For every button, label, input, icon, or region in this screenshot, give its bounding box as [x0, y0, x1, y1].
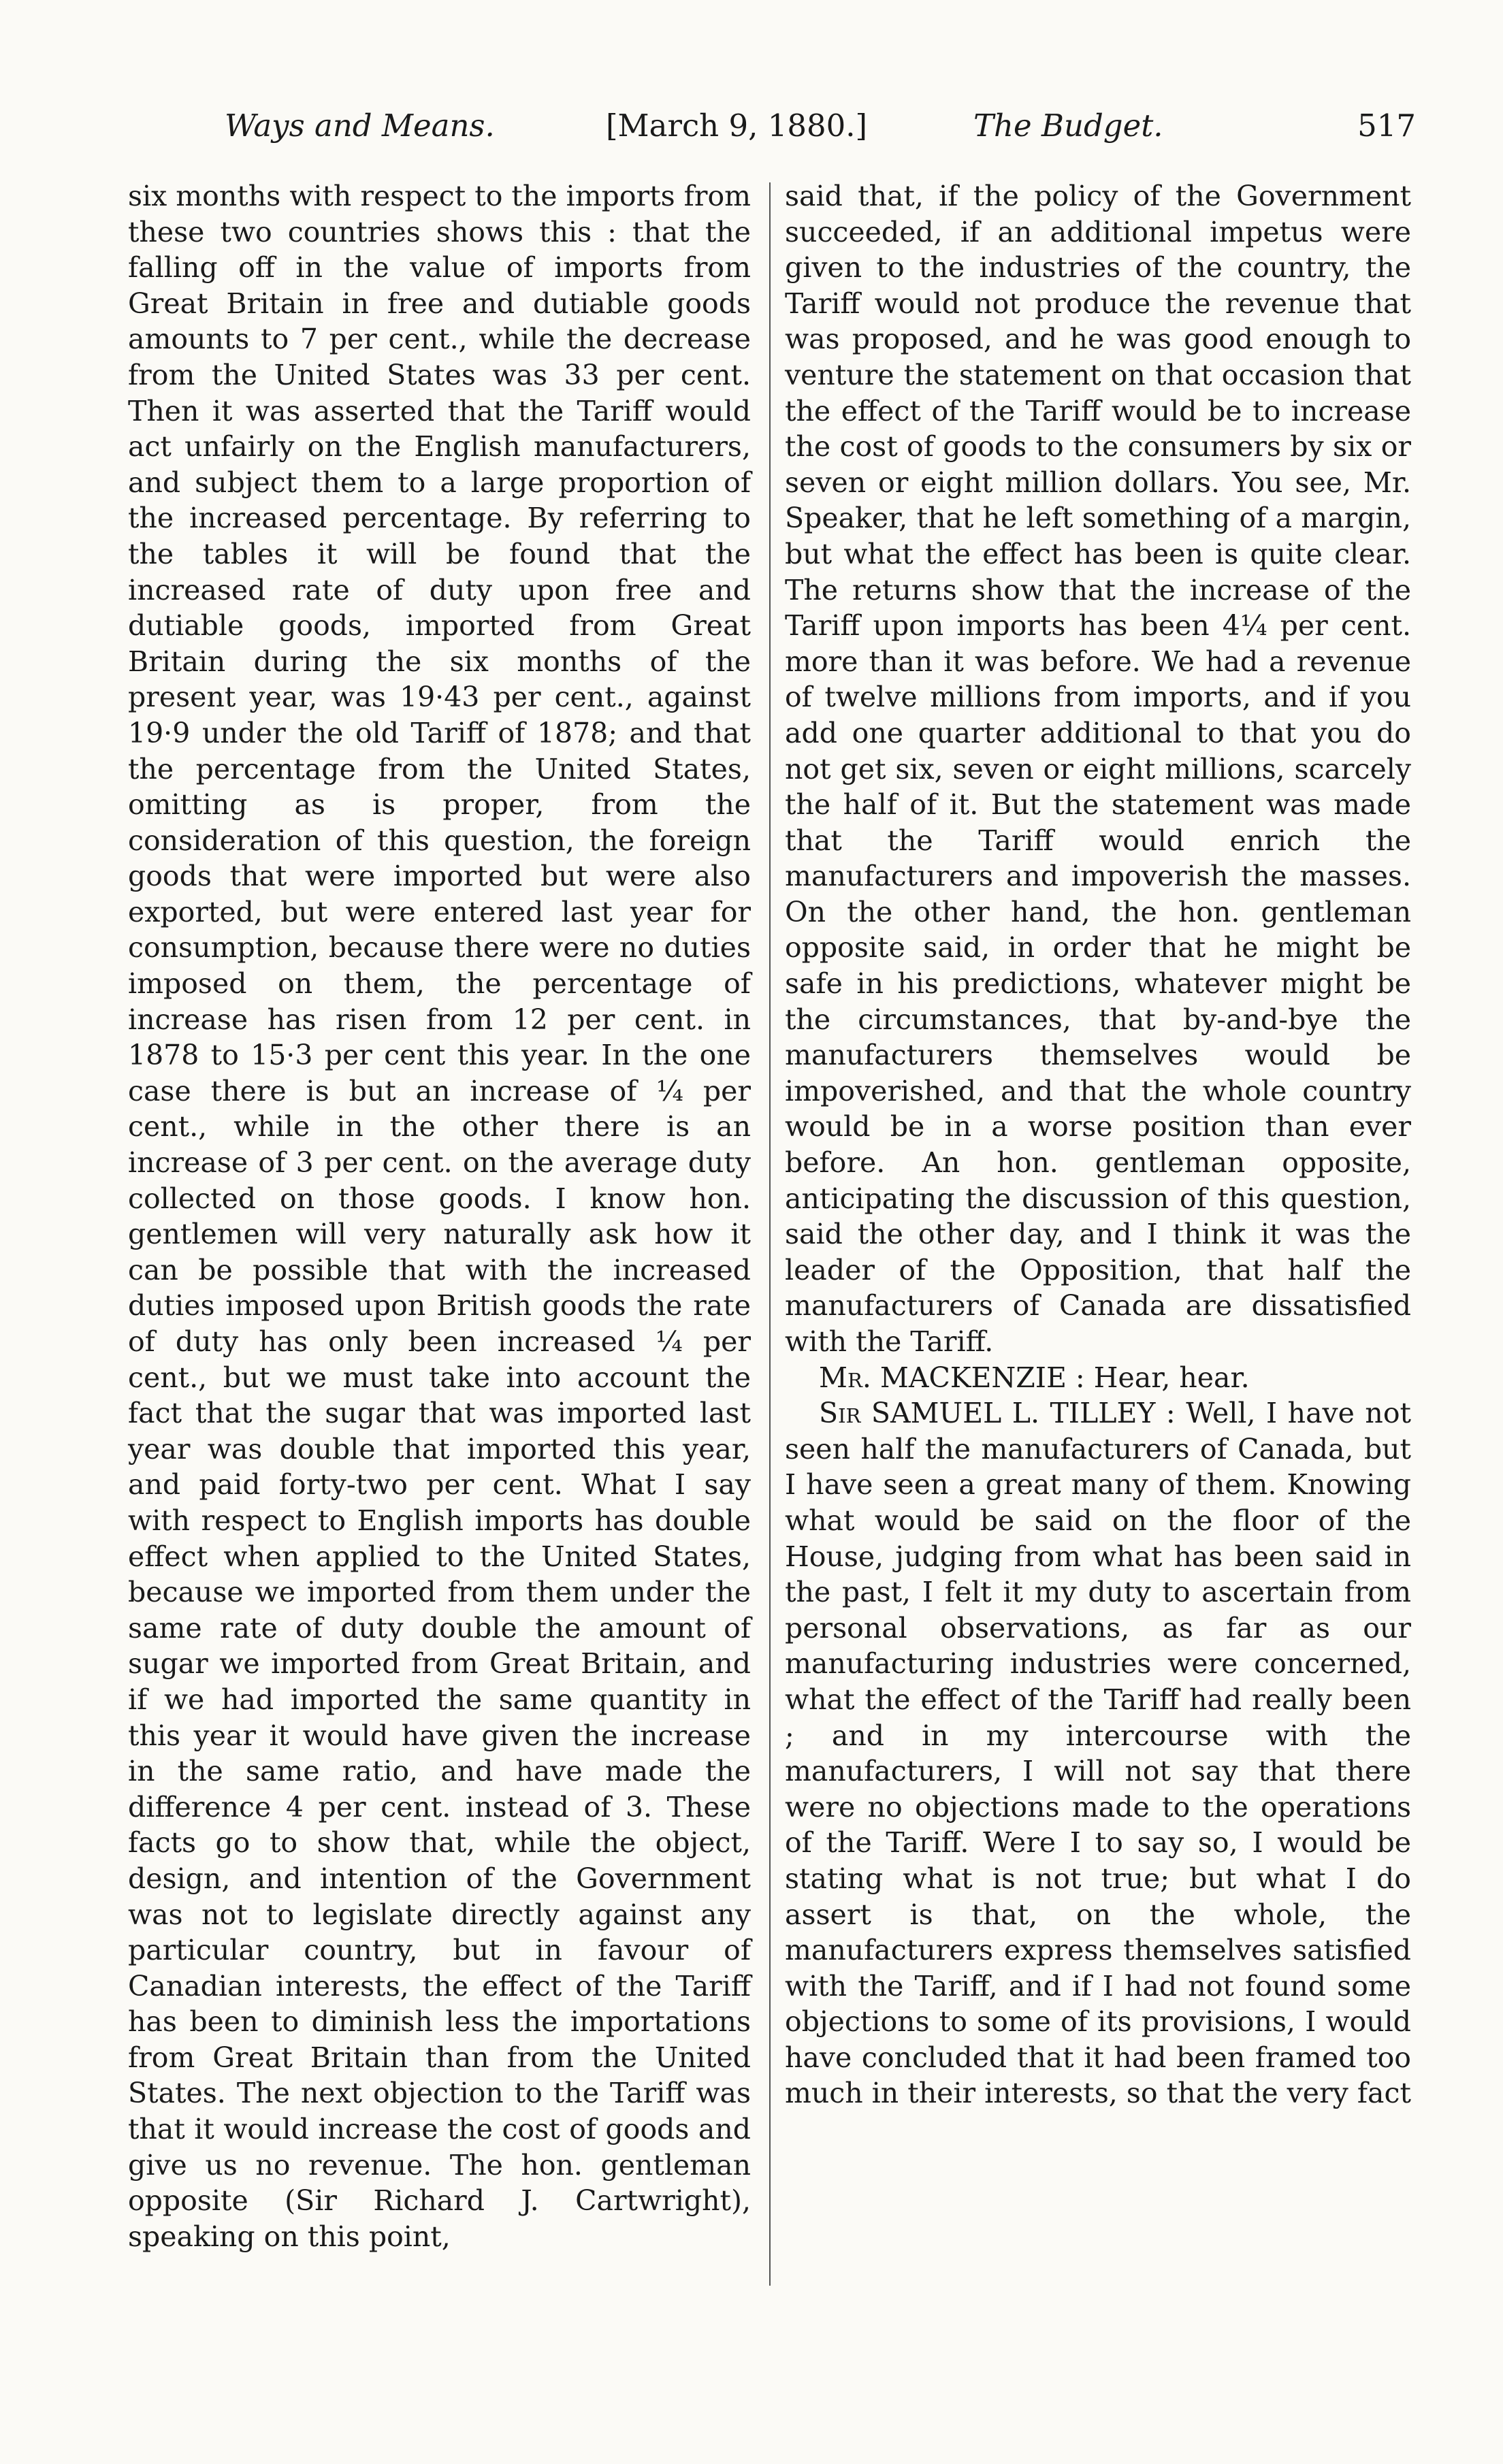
speaker-name: Mr. MACKENZIE	[819, 1361, 1067, 1394]
running-head-left: Ways and Means.	[225, 108, 495, 144]
column-divider	[769, 182, 771, 2286]
right-column	[785, 178, 1411, 2111]
speech-text: : Hear, hear.	[1066, 1361, 1250, 1394]
running-head-date: [March 9, 1880.]	[606, 108, 868, 144]
speaker-name: Sir SAMUEL L. TILLEY	[819, 1397, 1156, 1430]
speech-mackenzie	[785, 1360, 1411, 1396]
speech-text: : Well, I have not seen half the manufacturers of Canada, but I have seen a great many of them. Knowing what would be said on the floor of the House, judging from what has been said in the past, I felt it my duty to ascertain from personal observations, as far as our manufacturing industries were concerned, what the effect of the Tariff had really been ; and in my intercourse with the manufacturers, I will not say that there were no objections made to the operations of the Tariff. Were I to say so, I would be stating what is not true; but what I do assert is that, on the whole, the manufacturers express themselves satisfied with the Tariff, and if I had not found some objections to some of its provisions, I would have concluded that it had been framed too much in their interests, so that the very fact	[785, 1397, 1411, 2110]
running-head	[225, 102, 1416, 150]
left-column	[128, 178, 751, 2254]
running-head-right: The Budget.	[973, 108, 1163, 144]
page-number: 517	[1357, 108, 1416, 144]
right-paragraph-1: said that, if the policy of the Government succeeded, if an additional impetus were given to the industries of the country, the Tariff would not produce the revenue that was proposed, and he was good enough to venture the statement on that occasion that the effect of the Tariff would be to increase the cost of goods to the consumers by six or seven or eight million dollars. You see, Mr. Speaker, that he left something of a margin, but what the effect has been is quite clear. The returns show that the increase of the Tariff upon imports has been 4¼ per cent. more than it was before. We had a revenue of twelve millions from imports, and if you add one quarter additional to that you do not get six, seven or eight millions, scarcely the half of it. But the statement was made that the Tariff would enrich the manufacturers and impoverish the masses. On the other hand, the hon. gentleman opposite said, in order that he might be safe in his predictions, whatever might be the circumstances, that by-and-bye the manufacturers themselves would be impoverished, and that the whole country would be in a worse position than ever before. An hon. gentleman opposite, anticipating the discussion of this question, said the other day, and I think it was the leader of the Opposition, that half the manufacturers of Canada are dissatisfied with the Tariff.	[785, 180, 1411, 1358]
speech-tilley	[785, 1395, 1411, 2111]
left-paragraph-1: six months with respect to the imports from these two countries shows this : that the falling off in the value of imports from Great Britain in free and dutiable goods amounts to 7 per cent., while the decrease from the United States was 33 per cent. Then it was asserted that the Tariff would act unfairly on the English manufacturers, and subject them to a large proportion of the increased percentage. By referring to the tables it will be found that the increased rate of duty upon free and dutiable goods, imported from Great Britain during the six months of the present year, was 19·43 per cent., against 19·9 under the old Tariff of 1878; and that the percentage from the United States, omitting as is proper, from the consideration of this question, the foreign goods that were imported but were also exported, but were entered last year for consumption, because there were no duties imposed on them, the percentage of increase has risen from 12 per cent. in 1878 to 15·3 per cent this year. In the one case there is but an increase of ¼ per cent., while in the other there is an increase of 3 per cent. on the average duty collected on those goods. I know hon. gentlemen will very naturally ask how it can be possible that with the increased duties imposed upon British goods the rate of duty has only been increased ¼ per cent., but we must take into account the fact that the sugar that was imported last year was double that imported this year, and paid forty-two per cent. What I say with respect to English imports has double effect when applied to the United States, because we imported from them under the same rate of duty double the amount of sugar we imported from Great Britain, and if we had imported the same quantity in this year it would have given the increase in the same ratio, and have made the difference 4 per cent. instead of 3. These facts go to show that, while the object, design, and intention of the Government was not to legislate directly against any particular country, but in favour of Canadian interests, the effect of the Tariff has been to diminish less the importations from Great Britain than from the United States. The next objection to the Tariff was that it would increase the cost of goods and give us no revenue. The hon. gentleman opposite (Sir Richard J. Cartwright), speaking on this point,	[128, 180, 752, 2253]
